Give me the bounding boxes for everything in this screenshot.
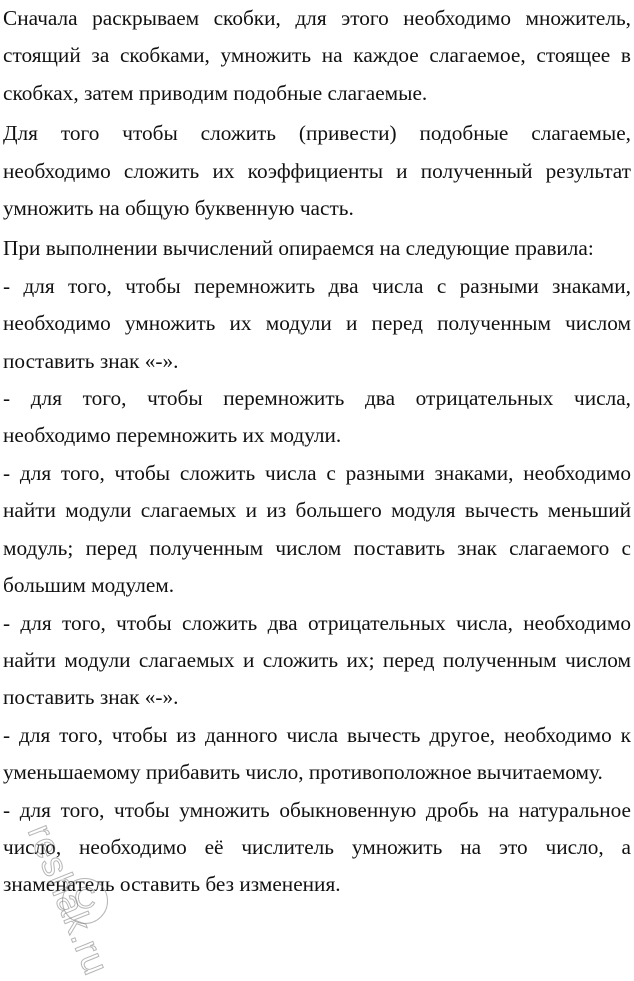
paragraph-intro: Сначала раскрываем скобки, для этого необходимо множитель, стоящий за скобками, умножить на каждое слагаемое, стоящее в скобках, затем приводим подобные слагаемые. [3,6,631,105]
rule-multiply-fraction: - для того, чтобы умножить обыкновенную дробь на натуральное число, необходимо её числитель умножить на это число, а знаменатель оставить без изменения. [3,797,631,897]
rule-multiply-different-signs: - для того, чтобы перемножить два числа с разными знаками, необходимо умножить их модули и перед полученным числом поставить знак «-». [3,273,631,373]
rule-multiply-negatives: - для того, чтобы перемножить два отрицательных числа, необходимо перемножить их модули. [3,386,631,448]
watermark-text: reshak.ru [19,818,118,981]
rule-add-negatives: - для того, чтобы сложить два отрицательных числа, необходимо найти модули слагаемых и сложить их; перед полученным числом поставить знак «-». [3,610,631,710]
paragraph-rules-heading: При выполнении вычислений опираемся на следующие правила: [3,236,594,261]
rule-subtract: - для того, чтобы из данного числа вычесть другое, необходимо к уменьшаемому прибавить число, противоположное вычитаемому. [3,722,631,785]
paragraph-like-terms: Для того чтобы сложить (привести) подобные слагаемые, необходимо сложить их коэффициенты и полученный результат умножить на общую буквенную часть. [3,121,631,221]
rule-add-different-signs: - для того, чтобы сложить числа с разными знаками, необходимо найти модули слагаемых и из большего модуля вычесть меньший модуль; перед полученным числом поставить знак слагаемого с большим модулем. [3,460,631,598]
document-page [3,0,631,904]
